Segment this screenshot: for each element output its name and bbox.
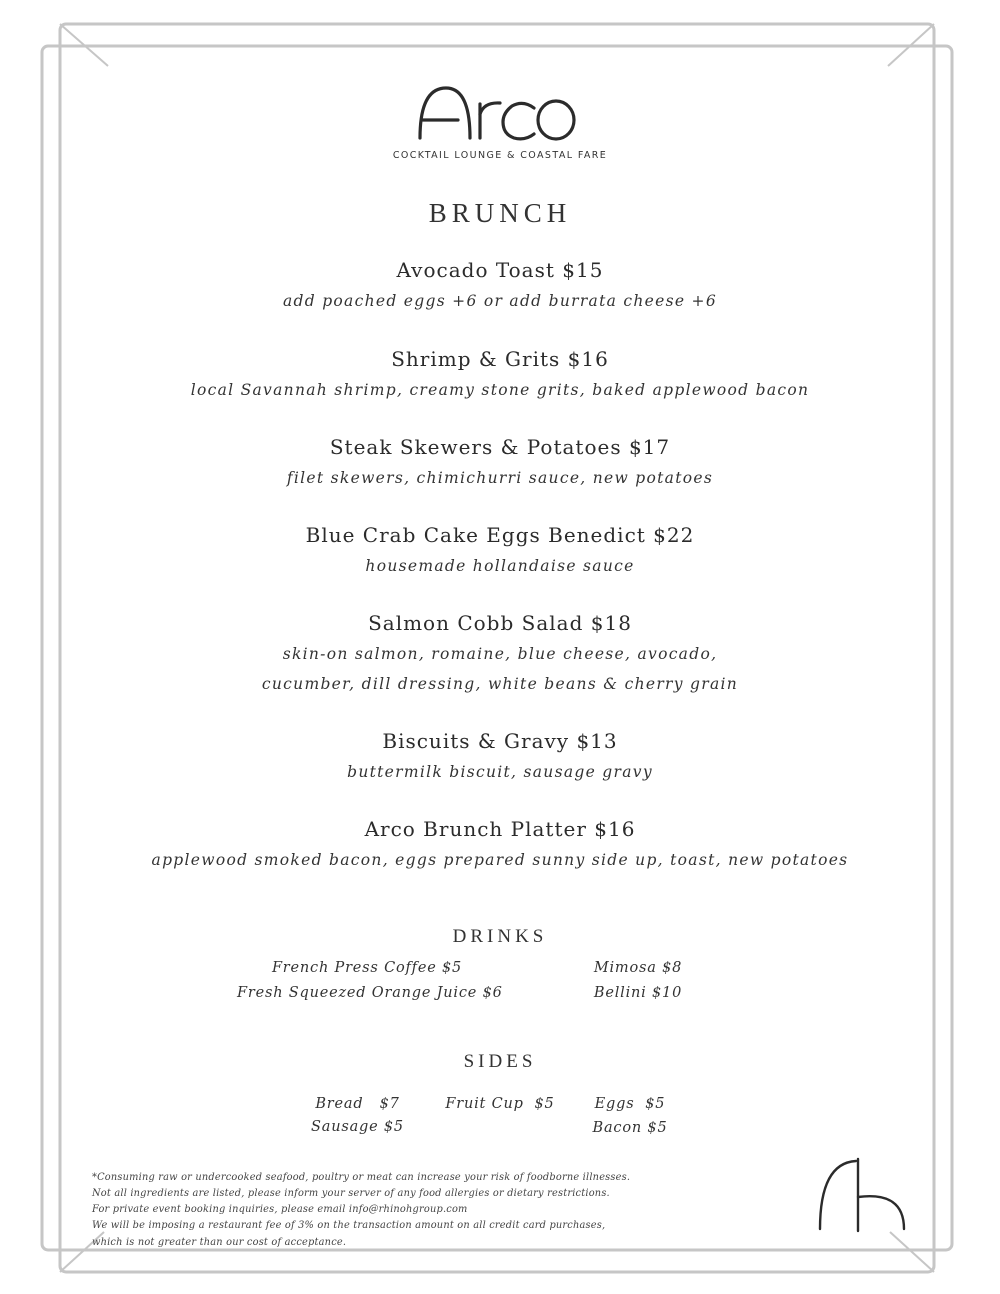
drink-item: Mimosa $8 (593, 960, 683, 976)
footer-note: which is not greater than our cost of acceptance. (92, 1237, 347, 1248)
menu-item-desc: local Savannah shrimp, creamy stone grits, baked applewood bacon (190, 381, 810, 399)
menu-item-desc: cucumber, dill dressing, white beans & cherry grain (261, 675, 739, 693)
footer-note: *Consuming raw or undercooked seafood, poultry or meat can increase your risk of foodborne illnesses. (92, 1172, 631, 1183)
side-item: Eggs $5 (594, 1096, 666, 1112)
menu-item-desc: add poached eggs +6 or add burrata cheese +6 (282, 292, 718, 310)
menu-item-name: Steak Skewers & Potatoes $17 (329, 435, 671, 459)
footer-note: For private event booking inquiries, please email info@rhinohgroup.com (92, 1204, 468, 1215)
menu-item-desc: applewood smoked bacon, eggs prepared sunny side up, toast, new potatoes (151, 851, 849, 869)
menu-item-name: Salmon Cobb Salad $18 (368, 611, 632, 635)
arco-logo (0, 82, 1000, 146)
drink-item: Fresh Squeezed Orange Juice $6 (237, 985, 503, 1001)
side-item: Fruit Cup $5 (445, 1096, 555, 1112)
sides-title: SIDES (463, 1051, 537, 1072)
menu-item-name: Shrimp & Grits $16 (391, 347, 609, 371)
menu-item-name: Avocado Toast $15 (396, 258, 604, 282)
menu-item-desc: skin-on salmon, romaine, blue cheese, avocado, (282, 645, 718, 663)
drink-item: French Press Coffee $5 (271, 960, 463, 976)
footer-note: We will be imposing a restaurant fee of 3% on the transaction amount on all credit card purchases, (92, 1220, 606, 1231)
brunch-title: BRUNCH (428, 198, 572, 228)
menu-item-desc: buttermilk biscuit, sausage gravy (347, 763, 653, 781)
drinks-title: DRINKS (452, 926, 548, 947)
side-item: Bacon $5 (592, 1120, 668, 1136)
menu-item-desc: housemade hollandaise sauce (365, 557, 635, 575)
menu-item-name: Biscuits & Gravy $13 (382, 729, 618, 753)
drink-item: Bellini $10 (593, 985, 683, 1001)
footer-note: Not all ingredients are listed, please inform your server of any food allergies or dietary restrictions. (92, 1188, 610, 1199)
tagline: COCKTAIL LOUNGE & COASTAL FARE (392, 150, 608, 161)
menu-item-name: Arco Brunch Platter $16 (364, 817, 636, 841)
menu-item-desc: filet skewers, chimichurri sauce, new potatoes (286, 469, 714, 487)
side-item: Bread $7 (315, 1096, 400, 1112)
arco-monogram-icon (814, 1157, 910, 1233)
side-item: Sausage $5 (311, 1119, 404, 1135)
menu-item-name: Blue Crab Cake Eggs Benedict $22 (305, 523, 695, 547)
